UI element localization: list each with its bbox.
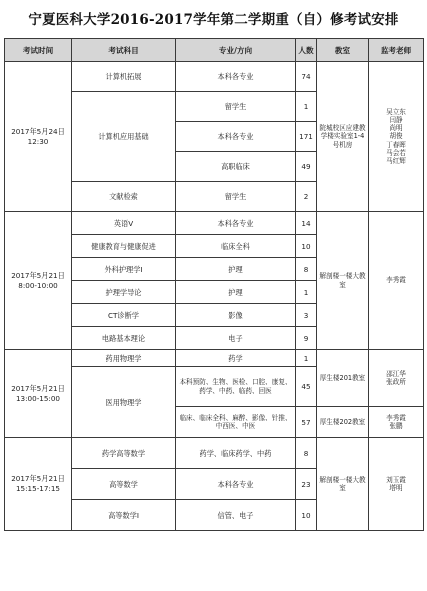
room-cell: 厚生楼202教室 [317, 407, 369, 438]
major-cell: 本科各专业 [176, 62, 296, 92]
proctor-cell: 李秀霞 [369, 212, 424, 350]
major-cell: 留学生 [176, 92, 296, 122]
room-cell: 厚生楼201教室 [317, 350, 369, 407]
subject-cell: CT诊断学 [72, 304, 176, 327]
subject-cell: 高等数学 [72, 469, 176, 500]
major-cell: 护理 [176, 281, 296, 304]
count-cell: 74 [296, 62, 317, 92]
major-cell: 留学生 [176, 182, 296, 212]
header-room: 教室 [317, 39, 369, 62]
major-cell: 本科各专业 [176, 469, 296, 500]
major-cell: 电子 [176, 327, 296, 350]
subject-cell: 计算机拓展 [72, 62, 176, 92]
proctor-name: 刘玉霞 [386, 475, 406, 484]
count-cell: 23 [296, 469, 317, 500]
exam-hours: 12:30 [27, 136, 49, 146]
exam-date: 2017年5月24日 [11, 126, 65, 136]
proctor-name: 马会若 [386, 148, 406, 157]
table-header-row [5, 39, 424, 62]
table-row [5, 438, 424, 469]
proctor-name: 张鹏 [389, 422, 403, 430]
count-cell: 10 [296, 500, 317, 531]
proctor-name: 闫静 [389, 115, 403, 124]
count-cell: 14 [296, 212, 317, 235]
count-cell: 10 [296, 235, 317, 258]
exam-time-cell [5, 62, 72, 212]
subject-cell: 药用物理学 [72, 350, 176, 367]
major-cell: 临床全科 [176, 235, 296, 258]
exam-hours: 15:15-17:15 [15, 484, 61, 493]
proctor-name: 吴立东 [386, 107, 406, 116]
header-count: 人数 [296, 39, 317, 62]
major-cell: 药学、临床药学、中药 [176, 438, 296, 469]
subject-cell: 英语Ⅴ [72, 212, 176, 235]
proctor-name: 马红辉 [386, 157, 406, 165]
count-cell: 45 [296, 367, 317, 407]
exam-time-cell [5, 438, 72, 531]
room-cell: 解剖楼一楼大教室 [317, 438, 369, 531]
proctor-name: 胡俊 [389, 132, 403, 141]
subject-cell: 电路基本理论 [72, 327, 176, 350]
exam-date: 2017年5月21日 [11, 383, 65, 393]
count-cell: 3 [296, 304, 317, 327]
count-cell: 1 [296, 92, 317, 122]
count-cell: 8 [296, 258, 317, 281]
table-row [5, 350, 424, 367]
count-cell: 1 [296, 281, 317, 304]
header-subject: 考试科目 [72, 39, 176, 62]
table-row [5, 212, 424, 235]
proctor-cell [369, 350, 424, 407]
subject-cell: 高等数学Ⅰ [72, 500, 176, 531]
proctor-name: 李秀霞 [386, 413, 406, 422]
page-title: 宁夏医科大学2016-2017学年第二学期重（自）修考试安排 [28, 12, 399, 28]
major-cell: 信管、电子 [176, 500, 296, 531]
proctor-name: 尚明 [389, 124, 403, 133]
subject-cell: 健康教育与健康促进 [72, 235, 176, 258]
proctor-cell [369, 407, 424, 438]
exam-hours: 8:00-10:00 [18, 280, 58, 290]
proctor-cell [369, 438, 424, 531]
table-row [5, 62, 424, 92]
subject-cell: 外科护理学Ⅰ [72, 258, 176, 281]
major-cell: 本科各专业 [176, 122, 296, 152]
count-cell: 2 [296, 182, 317, 212]
exam-hours: 13:00-15:00 [15, 393, 61, 403]
major-cell: 护理 [176, 258, 296, 281]
count-cell: 1 [296, 350, 317, 367]
proctor-name: 张政所 [386, 378, 406, 386]
room-cell: 解剖楼一楼大教室 [317, 212, 369, 350]
exam-time-cell [5, 350, 72, 438]
subject-cell: 护理学导论 [72, 281, 176, 304]
room-cell: 院城校区应建教学楼实验室1-4号机房 [317, 62, 369, 212]
count-cell: 8 [296, 438, 317, 469]
subject-cell: 文献检索 [72, 182, 176, 212]
header-major: 专业/方向 [176, 39, 296, 62]
subject-cell: 计算机应用基础 [72, 92, 176, 182]
major-cell: 药学 [176, 350, 296, 367]
exam-date: 2017年5月21日 [11, 270, 65, 280]
header-exam-time: 考试时间 [5, 39, 72, 62]
count-cell: 9 [296, 327, 317, 350]
major-cell: 本科预防、生物、医检、口腔、康复、药学、中药、临药、回医 [176, 367, 296, 407]
proctor-name: 邵江华 [386, 369, 406, 378]
exam-schedule-table [4, 38, 424, 531]
exam-date: 2017年5月21日 [11, 474, 65, 483]
subject-cell: 药学高等数学 [72, 438, 176, 469]
major-cell: 本科各专业 [176, 212, 296, 235]
header-proctor: 监考老师 [369, 39, 424, 62]
subject-cell: 医用物理学 [72, 367, 176, 438]
count-cell: 57 [296, 407, 317, 438]
count-cell: 171 [296, 122, 317, 152]
proctor-cell [369, 62, 424, 212]
count-cell: 49 [296, 152, 317, 182]
proctor-name: 丁春晖 [386, 140, 406, 149]
major-cell: 临床、临床全科、麻醉、影像、针推、中西医、中医 [176, 407, 296, 438]
major-cell: 影像 [176, 304, 296, 327]
exam-time-cell [5, 212, 72, 350]
major-cell: 高职临床 [176, 152, 296, 182]
proctor-name: 塔明 [389, 484, 403, 492]
